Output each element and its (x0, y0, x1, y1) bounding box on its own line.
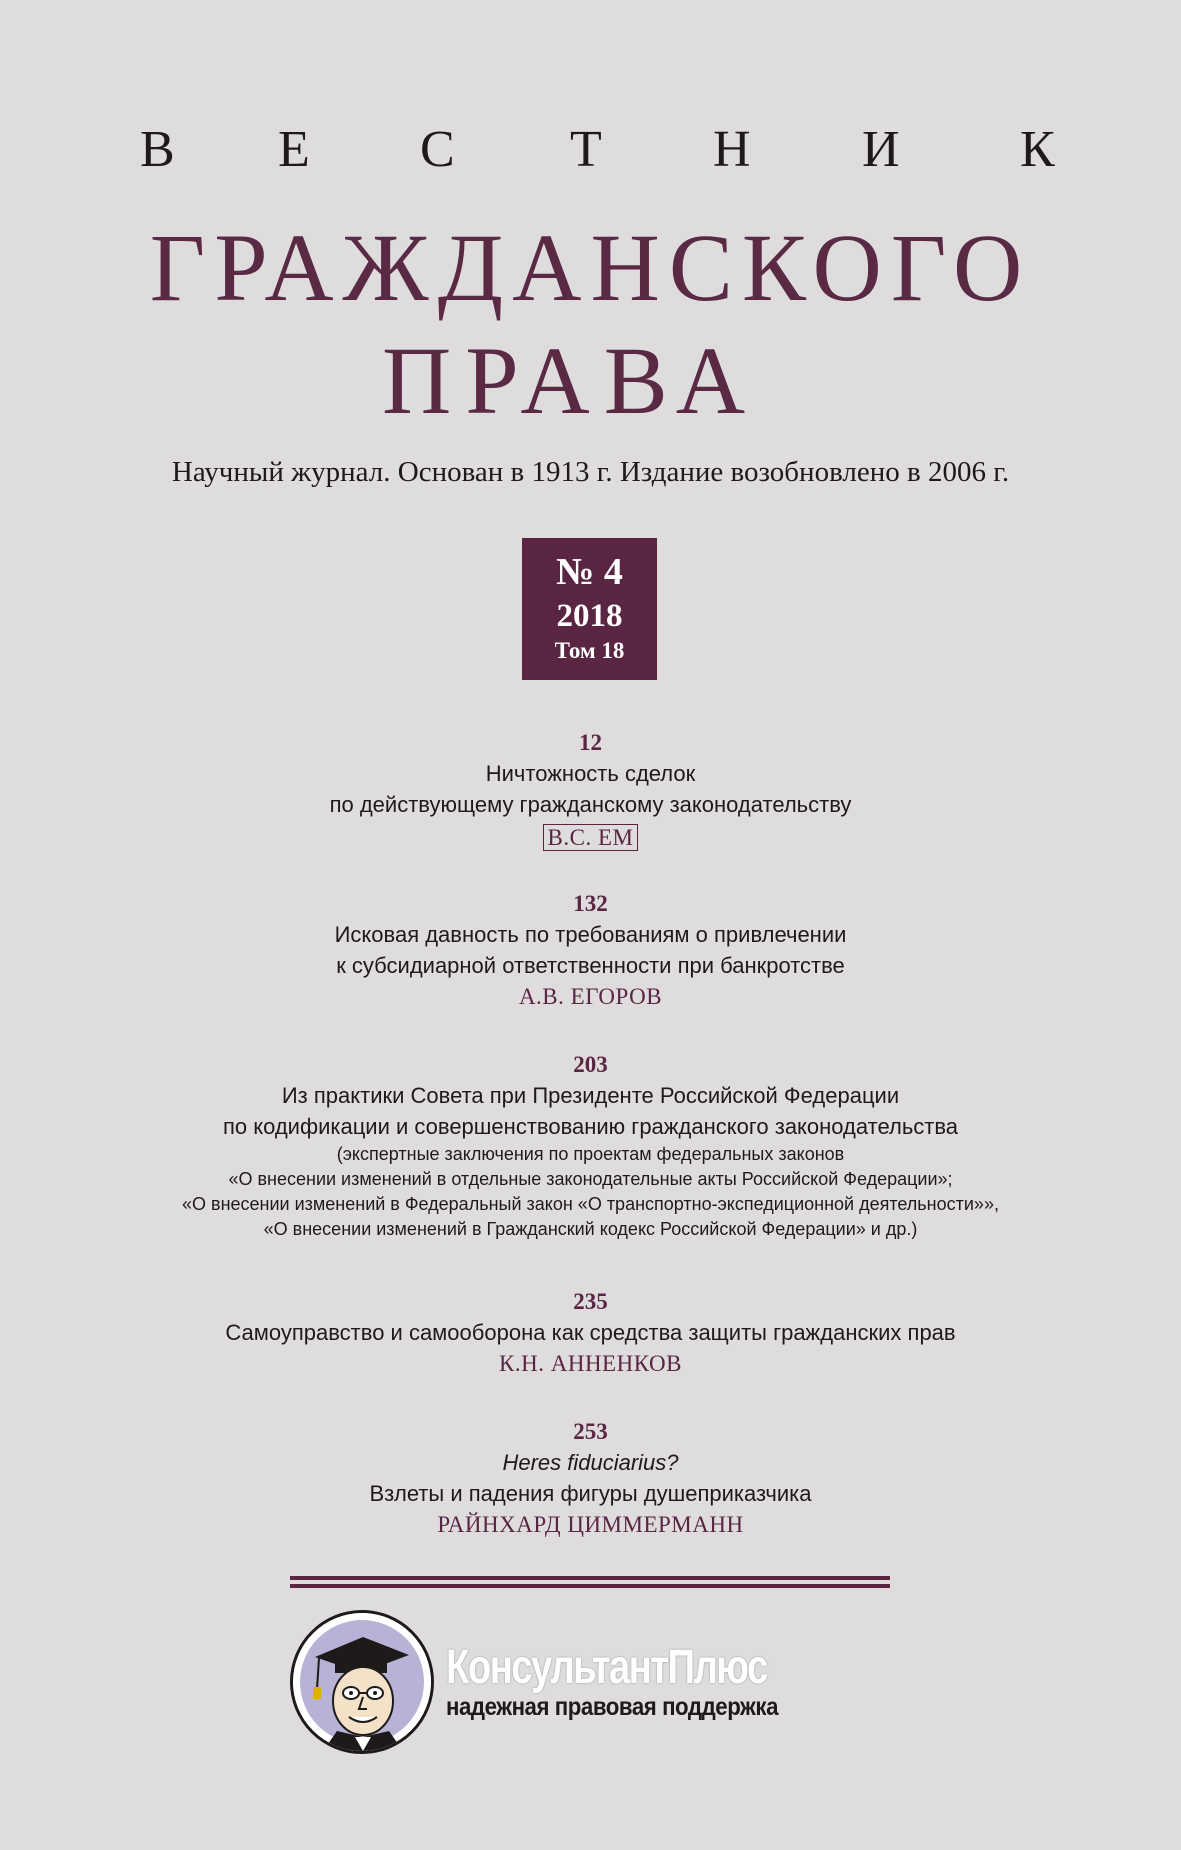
article-entry[interactable] (0, 1050, 1181, 1242)
article-page-number: 253 (573, 1419, 608, 1444)
header-letter: Е (278, 121, 310, 178)
article-entry[interactable] (0, 728, 1181, 854)
article-italic-line: Heres fiduciarius? (502, 1450, 679, 1475)
article-page-number: 12 (579, 730, 602, 755)
article-entry[interactable] (0, 1287, 1181, 1380)
article-page-number: 132 (573, 891, 608, 916)
header-letter: И (862, 121, 900, 178)
header-letter: С (420, 121, 455, 178)
article-author: РАЙНХАРД ЦИММЕРМАНН (437, 1512, 744, 1537)
header-letter: Т (570, 121, 602, 178)
issue-number: № 4 (556, 551, 623, 593)
article-author (0, 822, 1181, 854)
article-title-line: Исковая давность по требованиям о привлечении (334, 922, 847, 947)
article-title-line: по действующему гражданскому законодательству (329, 792, 852, 817)
mascot-drawing (293, 1613, 431, 1751)
issue-volume: Том 18 (554, 638, 625, 663)
issue-year: 2018 (556, 598, 623, 634)
professor-mascot-icon (290, 1610, 434, 1754)
header-letter: Н (713, 121, 751, 178)
article-entry[interactable] (0, 1417, 1181, 1541)
brand-tagline: надежная правовая поддержка (446, 1693, 779, 1721)
article-title-line: к субсидиарной ответственности при банкротстве (336, 953, 845, 978)
article-author: К.Н. АННЕНКОВ (499, 1351, 682, 1376)
article-note-line: «О внесении изменений в отдельные законодательные акты Российской Федерации»; (228, 1169, 953, 1189)
divider-rule (290, 1584, 890, 1588)
journal-title-line1: ГРАЖДАНСКОГО (149, 214, 1032, 321)
article-author-name: В.С. ЕМ (543, 824, 639, 851)
article-title-line: Самоуправство и самооборона как средства защиты гражданских прав (225, 1320, 956, 1345)
article-title-line: по кодификации и совершенствованию гражданского законодательства (222, 1114, 959, 1139)
journal-subtitle: Научный журнал. Основан в 1913 г. Издание возобновлено в 2006 г. (171, 456, 1010, 488)
article-note-line: «О внесении изменений в Гражданский кодекс Российской Федерации» и др.) (263, 1219, 918, 1239)
header-letter: К (1020, 121, 1055, 178)
article-author: А.В. ЕГОРОВ (518, 984, 663, 1009)
issue-badge (522, 538, 657, 680)
divider-rule (290, 1576, 890, 1580)
journal-word-vestnik (120, 120, 1060, 190)
brand-name: КонсультантПлюс (446, 1641, 767, 1694)
article-note-line: (экспертные заключения по проектам федеральных законов (336, 1144, 845, 1164)
article-entry[interactable] (0, 889, 1181, 1013)
article-page-number: 203 (573, 1052, 608, 1077)
article-note-line: «О внесении изменений в Федеральный закон «О транспортно-экспедиционной деятельности»», (182, 1194, 999, 1214)
journal-title-line2: ПРАВА (381, 327, 760, 434)
article-title-line: Из практики Совета при Президенте Российской Федерации (281, 1083, 900, 1108)
article-page-number: 235 (573, 1289, 608, 1314)
article-title-line: Взлеты и падения фигуры душеприказчика (369, 1481, 812, 1506)
article-title-line: Ничтожность сделок (485, 761, 696, 786)
header-letter: В (140, 121, 175, 178)
